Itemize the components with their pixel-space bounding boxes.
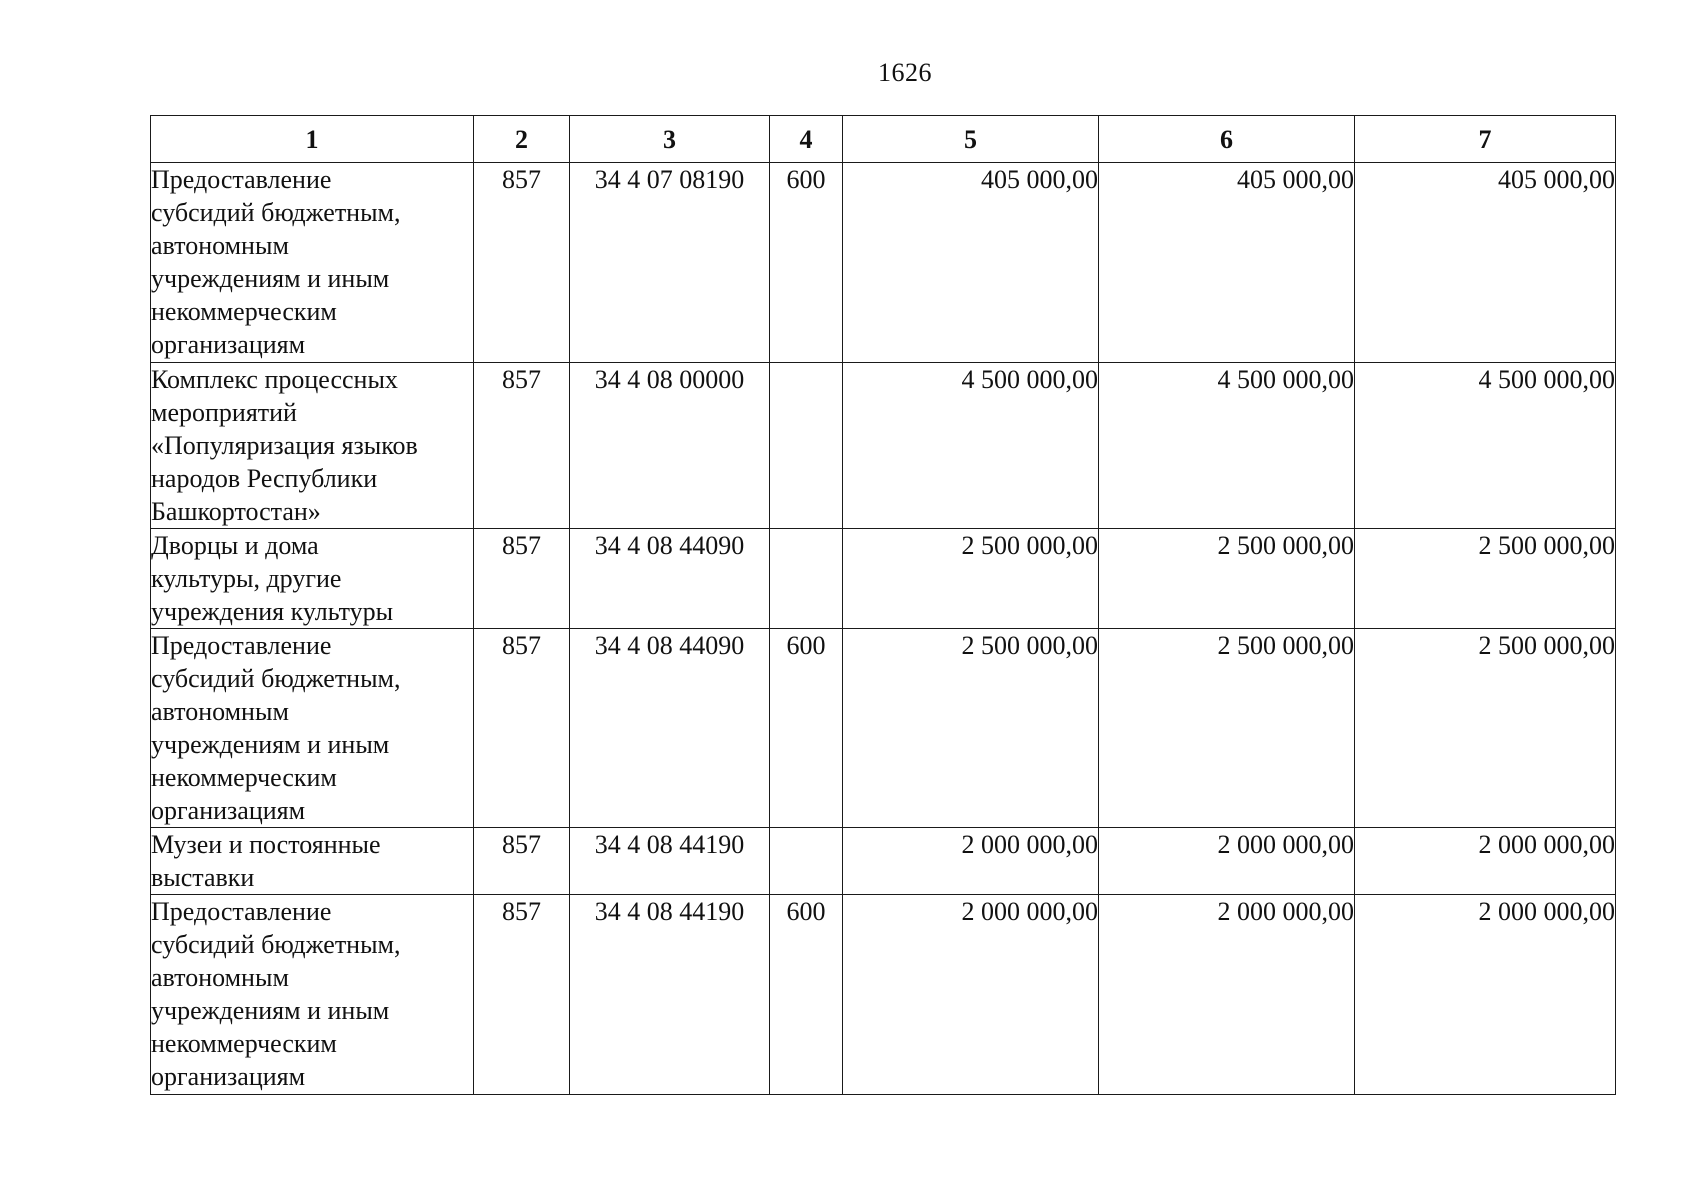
- ministry-code-cell: 857: [474, 363, 570, 529]
- item-name-line: учреждениям и иным: [151, 996, 390, 1025]
- amount-cell: 4 500 000,00: [1355, 363, 1616, 529]
- item-name-line: учреждениям и иным: [151, 264, 390, 293]
- item-name-line: «Популяризация языков: [151, 431, 418, 460]
- column-header: 7: [1355, 116, 1616, 163]
- amount-cell: 2 000 000,00: [1355, 895, 1616, 1095]
- target-article-cell: 34 4 07 08190: [570, 163, 770, 363]
- table-row: [151, 828, 1616, 895]
- item-name-line: Предоставление: [151, 165, 332, 194]
- item-name-line: культуры, другие: [151, 564, 342, 593]
- target-article-cell: 34 4 08 00000: [570, 363, 770, 529]
- column-header: 5: [843, 116, 1099, 163]
- amount-cell: 405 000,00: [843, 163, 1099, 363]
- expense-type-cell: 600: [770, 895, 843, 1095]
- item-name-line: некоммерческим: [151, 297, 337, 326]
- ministry-code-cell: 857: [474, 895, 570, 1095]
- item-name-line: мероприятий: [151, 398, 297, 427]
- item-name-line: Дворцы и дома: [151, 531, 319, 560]
- item-name-line: некоммерческим: [151, 763, 337, 792]
- item-name-line: субсидий бюджетным,: [151, 930, 401, 959]
- amount-cell: 2 000 000,00: [1355, 828, 1616, 895]
- item-name-line: организациям: [151, 796, 306, 825]
- table-row: [151, 529, 1616, 629]
- item-name-line: организациям: [151, 330, 306, 359]
- expense-type-cell: 600: [770, 163, 843, 363]
- amount-cell: 2 500 000,00: [1099, 629, 1355, 828]
- amount-cell: 2 500 000,00: [1099, 529, 1355, 629]
- item-name-cell: [151, 895, 474, 1095]
- amount-cell: 4 500 000,00: [843, 363, 1099, 529]
- item-name-cell: [151, 828, 474, 895]
- ministry-code-cell: 857: [474, 529, 570, 629]
- item-name-cell: [151, 163, 474, 363]
- target-article-cell: 34 4 08 44090: [570, 629, 770, 828]
- header-row: [151, 116, 1616, 163]
- expense-type-cell: [770, 363, 843, 529]
- item-name-line: учреждениям и иным: [151, 730, 390, 759]
- table-row: [151, 163, 1616, 363]
- amount-cell: 2 500 000,00: [1355, 629, 1616, 828]
- item-name-line: Предоставление: [151, 897, 332, 926]
- amount-cell: 2 000 000,00: [843, 895, 1099, 1095]
- amount-cell: 405 000,00: [1355, 163, 1616, 363]
- item-name-line: субсидий бюджетным,: [151, 664, 401, 693]
- expense-type-cell: [770, 828, 843, 895]
- column-header: 2: [474, 116, 570, 163]
- item-name-line: организациям: [151, 1062, 306, 1091]
- ministry-code-cell: 857: [474, 629, 570, 828]
- table-row: [151, 895, 1616, 1095]
- item-name-line: автономным: [151, 963, 289, 992]
- item-name-line: учреждения культуры: [151, 597, 394, 626]
- amount-cell: 2 000 000,00: [1099, 828, 1355, 895]
- table-row: [151, 363, 1616, 529]
- item-name-line: Комплекс процессных: [151, 365, 398, 394]
- target-article-cell: 34 4 08 44190: [570, 828, 770, 895]
- item-name-cell: [151, 629, 474, 828]
- budget-table: [150, 115, 1616, 1095]
- item-name-line: субсидий бюджетным,: [151, 198, 401, 227]
- column-header: 6: [1099, 116, 1355, 163]
- amount-cell: 2 500 000,00: [843, 629, 1099, 828]
- item-name-cell: [151, 363, 474, 529]
- column-header: 3: [570, 116, 770, 163]
- table-row: [151, 629, 1616, 828]
- item-name-line: Предоставление: [151, 631, 332, 660]
- amount-cell: 2 000 000,00: [843, 828, 1099, 895]
- page-number: 1626: [878, 58, 932, 87]
- expense-type-cell: [770, 529, 843, 629]
- item-name-cell: [151, 529, 474, 629]
- ministry-code-cell: 857: [474, 828, 570, 895]
- item-name-line: автономным: [151, 697, 289, 726]
- amount-cell: 405 000,00: [1099, 163, 1355, 363]
- column-header: 4: [770, 116, 843, 163]
- item-name-line: автономным: [151, 231, 289, 260]
- column-header: 1: [151, 116, 474, 163]
- amount-cell: 4 500 000,00: [1099, 363, 1355, 529]
- target-article-cell: 34 4 08 44090: [570, 529, 770, 629]
- item-name-line: некоммерческим: [151, 1029, 337, 1058]
- amount-cell: 2 000 000,00: [1099, 895, 1355, 1095]
- amount-cell: 2 500 000,00: [1355, 529, 1616, 629]
- amount-cell: 2 500 000,00: [843, 529, 1099, 629]
- target-article-cell: 34 4 08 44190: [570, 895, 770, 1095]
- item-name-line: Музеи и постоянные: [151, 830, 381, 859]
- ministry-code-cell: 857: [474, 163, 570, 363]
- item-name-line: народов Республики: [151, 464, 378, 493]
- expense-type-cell: 600: [770, 629, 843, 828]
- item-name-line: выставки: [151, 863, 255, 892]
- item-name-line: Башкортостан»: [151, 497, 321, 526]
